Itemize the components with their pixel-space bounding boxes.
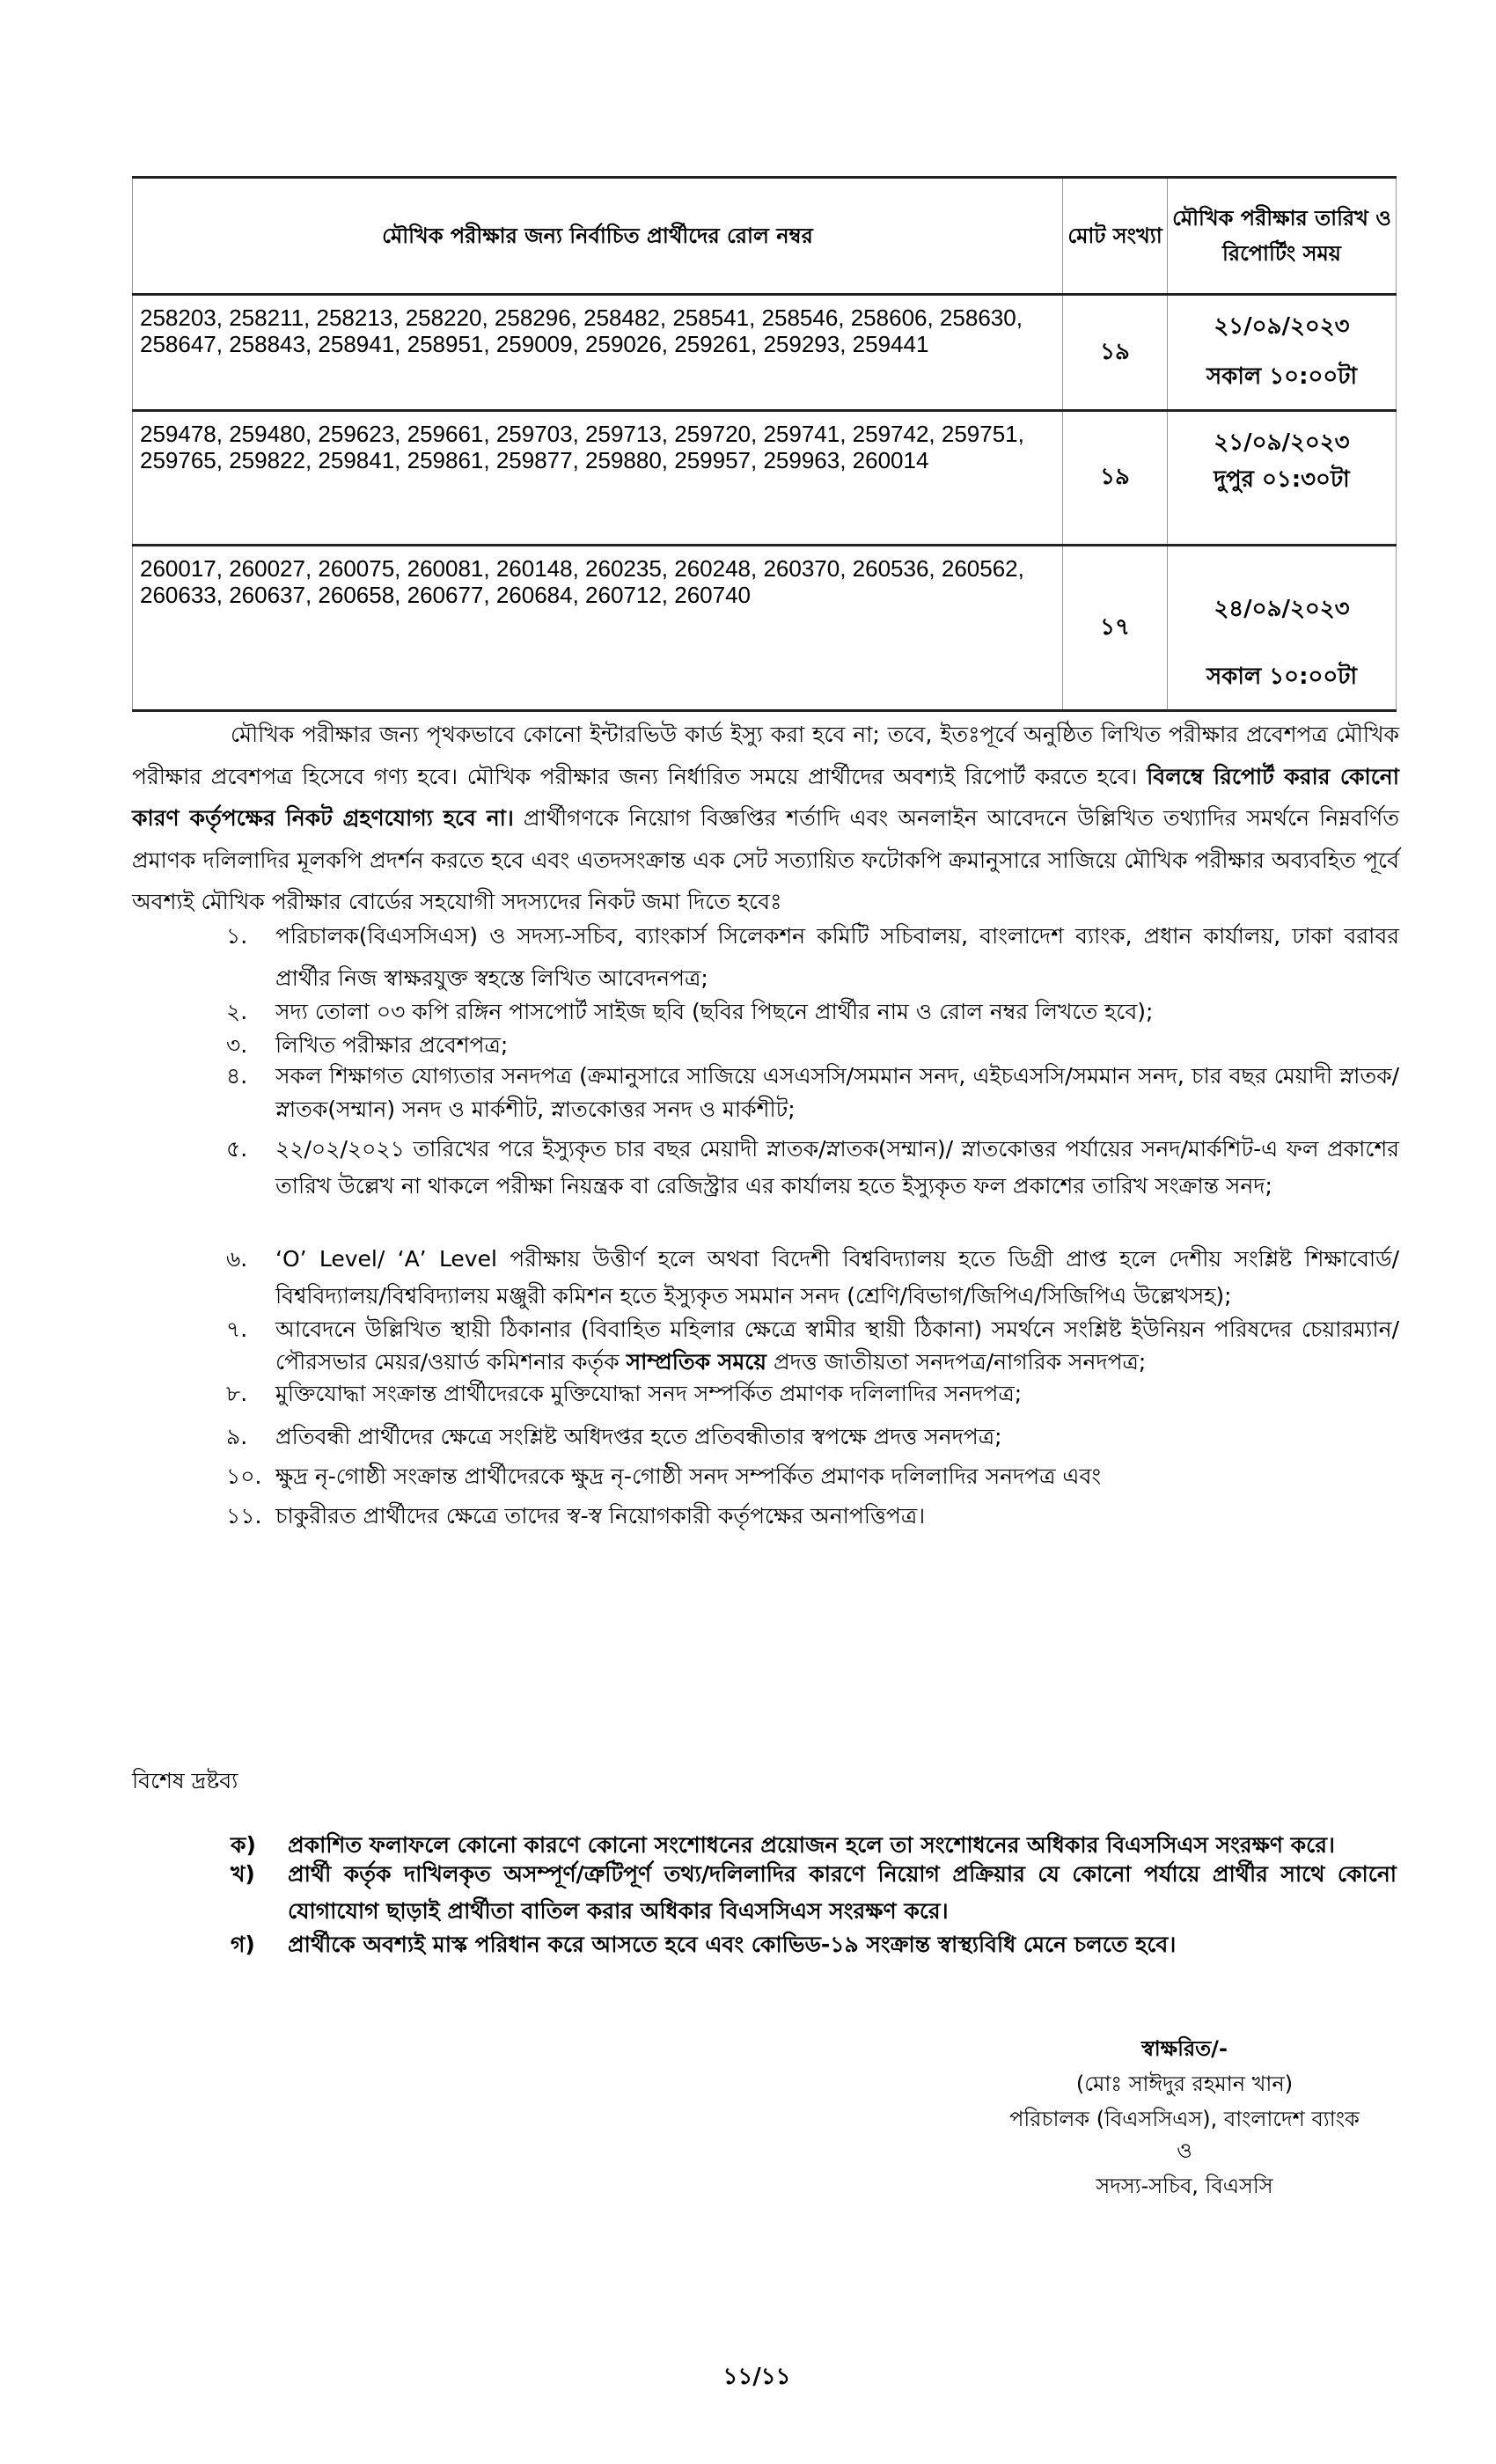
table-row bbox=[133, 295, 1397, 411]
item-text: ২২/০২/২০২১ তারিখের পরে ইস্যুকৃত চার বছর মেয়াদী স্নাতক/স্নাতক(সম্মান)/ স্নাতকোত্তর পর্যায়ের সনদ/মার্কশিট-এ ফল প্রকাশের তারিখ উল্লেখ না থাকলে পরীক্ষা নিয়ন্ত্রক বা রেজিস্ট্রার এর কার্যালয় হতে ইস্যুকৃত ফল প্রকাশের তারিখ সংক্রান্ত সনদ; bbox=[275, 1136, 1399, 1199]
header-total-count: মোট সংখ্যা bbox=[1063, 178, 1168, 295]
header-roll-numbers: মৌখিক পরীক্ষার জন্য নির্বাচিত প্রার্থীদের রোল নম্বর bbox=[133, 178, 1063, 295]
paragraph-text: প্রার্থীগণকে নিয়োগ বিজ্ঞপ্তির শর্তাদি এবং অনলাইন আবেদনে উল্লিখিত তথ্যাদির সমর্থনে নিম্নবর্ণিত প্রমাণক দলিলাদির মূলকপি প্রদর্শন করতে হবে এবং এতদসংক্রান্ত এক সেট সত্যায়িত ফটোকপি ক্রমানুসারে সাজিয়ে মৌখিক পরীক্ষার অব্যবহিত পূর্বে অবশ্যই মৌখিক পরীক্ষার বোর্ডের সহযোগী সদস্যদের নিকট জমা দিতে হবেঃ bbox=[132, 805, 1399, 914]
special-notes-heading: বিশেষ দ্রষ্টব্য bbox=[132, 1768, 238, 1793]
item-number: ৬. bbox=[226, 1246, 248, 1272]
signatory-designation: পরিচালক (বিএসসিএস), বাংলাদেশ ব্যাংক bbox=[1009, 2107, 1360, 2131]
item-text-part: প্রদত্ত জাতীয়তা সনদপত্র/নাগরিক সনদপত্র; bbox=[766, 1349, 1147, 1375]
item-text: সকল শিক্ষাগত যোগ্যতার সনদপত্র (ক্রমানুসারে সাজিয়ে এসএসসি/সমমান সনদ, এইচএসসি/সমমান সনদ, চার বছর মেয়াদী স্নাতক/স্নাতক(সম্মান) সনদ ও মার্কশীট, স্নাতকোত্তর সনদ ও মার্কশীট; bbox=[275, 1063, 1399, 1122]
list-item bbox=[226, 1241, 1399, 1315]
item-number: ১. bbox=[226, 923, 248, 949]
note-label: গ) bbox=[231, 1932, 255, 1957]
list-item bbox=[226, 994, 1399, 1030]
note-label: খ) bbox=[231, 1861, 255, 1887]
note-text: প্রার্থী কর্তৃক দাখিলকৃত অসম্পূর্ণ/ত্রুটিপূর্ণ তথ্য/দলিলাদির কারণে নিয়োগ প্রক্রিয়ার যে কোনো পর্যায়ে প্রার্থীর সাথে কোনো যোগাযোগ ছাড়াই প্রার্থীতা বাতিল করার অধিকার বিএসসিএস সংরক্ষণ করে। bbox=[288, 1861, 1397, 1924]
paragraph-text: মৌখিক পরীক্ষার জন্য পৃথকভাবে কোনো ইন্টারভিউ কার্ড ইস্যু করা হবে না; তবে, ইতঃপূর্বে অনুষ্ঠিত লিখিত পরীক্ষার প্রবেশপত্র মৌখিক পরীক্ষার প্রবেশপত্র হিসেবে গণ্য হবে। মৌখিক পরীক্ষার জন্য নির্ধারিত সময়ে প্রার্থীদের অবশ্যই রিপোর্ট করতে হবে। bbox=[132, 722, 1399, 789]
reporting-time: দুপুর ০১:৩০টা bbox=[1214, 466, 1350, 493]
list-item bbox=[226, 1028, 1399, 1063]
table-row bbox=[133, 546, 1397, 711]
table-header-row bbox=[133, 178, 1397, 295]
reporting-time: সকাল ১০:০০টা bbox=[1206, 664, 1358, 690]
list-item bbox=[226, 1060, 1399, 1126]
header-date-time: মৌখিক পরীক্ষার তারিখ ও রিপোর্টিং সময় bbox=[1168, 178, 1397, 295]
item-number: ৭. bbox=[226, 1316, 248, 1342]
list-item bbox=[226, 1459, 1399, 1494]
item-text: চাকুরীরত প্রার্থীদের ক্ষেত্রে তাদের স্ব-স্ব নিয়োগকারী কর্তৃপক্ষের অনাপত্তিপত্র। bbox=[275, 1503, 926, 1529]
item-number: ৯. bbox=[226, 1424, 248, 1449]
roll-numbers: 258203, 258211, 258213, 258220, 258296, 258482, 258541, 258546, 258606, 258630, 258647, 258843, 258941, 258951, 259009, 259026, 259261, 259293, 259441 bbox=[133, 295, 1063, 411]
item-number: ৩. bbox=[226, 1032, 248, 1058]
date-time-cell bbox=[1168, 295, 1397, 411]
item-text: ‘O’ Level/ ‘A’ Level পরীক্ষায় উত্তীর্ণ হলে অথবা বিদেশী বিশ্ববিদ্যালয় হতে ডিগ্রী প্রাপ্ত হলে দেশীয় সংশ্লিষ্ট শিক্ষাবোর্ড/বিশ্ববিদ্যালয়/বিশ্ববিদ্যালয় মঞ্জুরী কমিশন হতে ইস্যুকৃত সমমান সনদ (শ্রেণি/বিভাগ/জিপিএ/সিজিপিএ উল্লেখসহ); bbox=[275, 1246, 1399, 1309]
list-item bbox=[226, 1376, 1399, 1412]
item-text: প্রতিবন্ধী প্রার্থীদের ক্ষেত্রে সংশ্লিষ্ট অধিদপ্তর হতে প্রতিবন্ধীতার স্বপক্ষে প্রদত্ত সনদপত্র; bbox=[275, 1424, 1002, 1449]
note-text: প্রকাশিত ফলাফলে কোনো কারণে কোনো সংশোধনের প্রয়োজন হলে তা সংশোধনের অধিকার বিএসসিএস সংরক্ষণ করে। bbox=[288, 1832, 1335, 1858]
list-item bbox=[226, 1131, 1399, 1205]
item-number: ১১. bbox=[226, 1503, 262, 1529]
table-row bbox=[133, 411, 1397, 546]
list-item bbox=[226, 1419, 1399, 1455]
list-item bbox=[226, 915, 1399, 1000]
list-item bbox=[226, 1313, 1399, 1378]
special-note-item bbox=[231, 1926, 1397, 1963]
viva-date: ২৪/০৯/২০২৩ bbox=[1214, 596, 1350, 622]
item-number: ১০. bbox=[226, 1463, 262, 1489]
signatory-designation-2: সদস্য-সচিব, বিএসসি bbox=[1096, 2174, 1273, 2198]
total-count: ১৭ bbox=[1063, 546, 1168, 711]
item-text: মুক্তিযোদ্ধা সংক্রান্ত প্রার্থীদেরকে মুক্তিযোদ্ধা সনদ সম্পর্কিত প্রমাণক দলিলাদির সনদপত্র; bbox=[275, 1381, 1023, 1406]
item-text bbox=[275, 1313, 1399, 1378]
item-text: পরিচালক(বিএসসিএস) ও সদস্য-সচিব, ব্যাংকার্স সিলেকশন কমিটি সচিবালয়, বাংলাদেশ ব্যাংক, প্রধান কার্যালয়, ঢাকা বরাবর প্রার্থীর নিজ স্বাক্ষরযুক্ত স্বহস্তে লিখিত আবেদনপত্র; bbox=[275, 923, 1399, 991]
signatory-and: ও bbox=[1177, 2138, 1192, 2163]
item-text: ক্ষুদ্র নৃ-গোষ্ঠী সংক্রান্ত প্রার্থীদেরকে ক্ষুদ্র নৃ-গোষ্ঠী সনদ সম্পর্কিত প্রমাণক দলিলাদির সনদপত্র এবং bbox=[275, 1463, 1102, 1489]
date-time-cell bbox=[1168, 546, 1397, 711]
paragraph-bold-warning: বিলম্বে রিপোর্ট করার কোনো কারণ কর্তৃপক্ষের নিকট গ্রহণযোগ্য হবে না। bbox=[132, 763, 1399, 831]
item-text-part: আবেদনে উল্লিখিত স্থায়ী ঠিকানার (বিবাহিত মহিলার ক্ষেত্রে স্বামীর স্থায়ী ঠিকানা) সমর্থনে সংশ্লিষ্ট ইউনিয়ন পরিষদের চেয়ারম্যান/পৌরসভার মেয়র/ওয়ার্ড কমিশনার কর্তৃক bbox=[275, 1316, 1399, 1375]
item-number: ২. bbox=[226, 999, 248, 1024]
page-number: ১১/১১ bbox=[722, 2364, 791, 2390]
item-number: ৮. bbox=[226, 1381, 248, 1406]
signed-label: স্বাক্ষরিত/- bbox=[1141, 2036, 1228, 2061]
roll-numbers: 259478, 259480, 259623, 259661, 259703, 259713, 259720, 259741, 259742, 259751, 259765, 259822, 259841, 259861, 259877, 259880, 259957, 259963, 260014 bbox=[133, 411, 1063, 546]
note-text: প্রার্থীকে অবশ্যই মাস্ক পরিধান করে আসতে হবে এবং কোভিড-১৯ সংক্রান্ত স্বাস্থ্যবিধি মেনে চলতে হবে। bbox=[288, 1932, 1177, 1957]
total-count: ১৯ bbox=[1063, 411, 1168, 546]
date-time-cell bbox=[1168, 411, 1397, 546]
viva-date: ২১/০৯/২০২৩ bbox=[1214, 313, 1350, 340]
item-bold-text: সাম্প্রতিক সময়ে bbox=[626, 1349, 766, 1375]
signatory-name: (মোঃ সাঈদুর রহমান খান) bbox=[1075, 2072, 1294, 2096]
item-text: সদ্য তোলা ০৩ কপি রঙ্গিন পাসপোর্ট সাইজ ছবি (ছবির পিছনে প্রার্থীর নাম ও রোল নম্বর লিখতে হবে); bbox=[275, 999, 1154, 1024]
item-number: ৫. bbox=[226, 1136, 248, 1162]
total-count: ১৯ bbox=[1063, 295, 1168, 411]
special-note-item bbox=[231, 1856, 1397, 1930]
instructions-paragraph bbox=[132, 714, 1399, 923]
item-text: লিখিত পরীক্ষার প্রবেশপত্র; bbox=[275, 1032, 509, 1058]
list-item bbox=[226, 1499, 1399, 1534]
viva-schedule-table bbox=[132, 176, 1397, 712]
reporting-time: সকাল ১০:০০টা bbox=[1206, 363, 1358, 390]
item-number: ৪. bbox=[226, 1063, 248, 1089]
roll-numbers: 260017, 260027, 260075, 260081, 260148, 260235, 260248, 260370, 260536, 260562, 260633, 260637, 260658, 260677, 260684, 260712, 260740 bbox=[133, 546, 1063, 711]
note-label: ক) bbox=[231, 1832, 256, 1858]
viva-date: ২১/০৯/২০২৩ bbox=[1214, 429, 1350, 456]
